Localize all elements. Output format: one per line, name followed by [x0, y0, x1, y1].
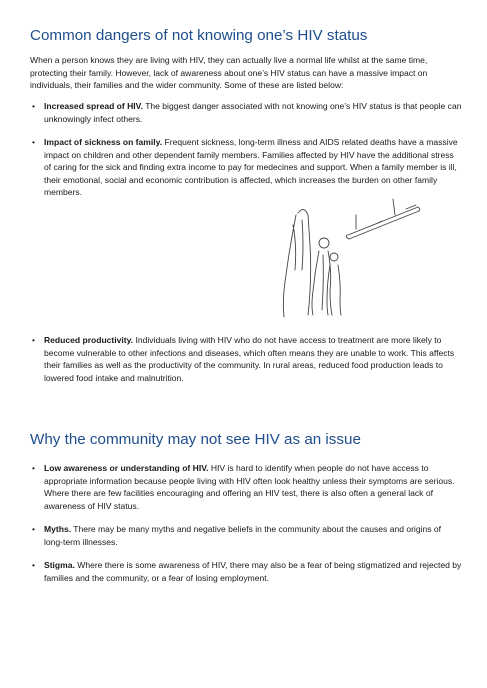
- list-item-title: Impact of sickness on family.: [44, 137, 163, 147]
- list-item: [30, 523, 462, 548]
- bullet-marker: •: [32, 335, 35, 345]
- section-heading-dangers: Common dangers of not knowing one’s HIV status: [30, 27, 368, 44]
- list-item-title: Myths.: [44, 524, 72, 534]
- list-item: [30, 559, 462, 584]
- intro-paragraph: When a person knows they are living with HIV, they can actually live a normal life whilst at the same time, protecting their family. However, lack of awareness about one’s HIV status can have a massive impact on individuals, their families and the wider community. Some of these are listed below:: [30, 55, 428, 91]
- list-item: [30, 462, 462, 512]
- list-item-text: Where there is some awareness of HIV, there may also be a fear of being stigmatized and rejected by families and the community, or a fear of losing employment.: [44, 560, 462, 583]
- list-item: [30, 100, 462, 125]
- list-item: [30, 334, 462, 384]
- family-sketch-icon: [268, 195, 428, 320]
- list-item-text: The biggest danger associated with not knowing one’s HIV status is that people can unknowingly infect others.: [44, 101, 462, 124]
- list-item-title: Stigma.: [44, 560, 75, 570]
- bullet-marker: •: [32, 137, 35, 147]
- list-item: [30, 136, 462, 199]
- list-item-text: There may be many myths and negative beliefs in the community about the causes and origins of long-term illnesses.: [44, 524, 442, 547]
- bullet-marker: •: [32, 524, 35, 534]
- list-item-text: Frequent sickness, long-term illness and AIDS related deaths have a massive impact on children and other dependent family members. Families affected by HIV have the additional stress of caring for the sick and finding extra income to pay for medecines and support. When a family member is ill, their emotional, social and economic contribution is affected, which increases the burden on other family members.: [44, 137, 458, 198]
- bullet-marker: •: [32, 463, 35, 473]
- bullet-marker: •: [32, 101, 35, 111]
- list-item-title: Reduced productivity.: [44, 335, 134, 345]
- list-item-title: Low awareness or understanding of HIV.: [44, 463, 209, 473]
- bullet-marker: •: [32, 560, 35, 570]
- list-item-text: HIV is hard to identify when people do not have access to appropriate information because people living with HIV often look healthy unless their symptoms are serious. Where there are few facilities encouraging and offering an HIV test, there is also often a general lack of awareness of HIV status.: [44, 463, 455, 511]
- section-heading-community: Why the community may not see HIV as an issue: [30, 431, 361, 448]
- list-item-text: Individuals living with HIV who do not have access to treatment are more likely to become vulnerable to other infections and diseases, which often means they are unable to work. This affects their families as well as the productivity of the community. In rural areas, reduced food production leads to lowered food intake and malnutrition.: [44, 335, 455, 383]
- list-item-title: Increased spread of HIV.: [44, 101, 143, 111]
